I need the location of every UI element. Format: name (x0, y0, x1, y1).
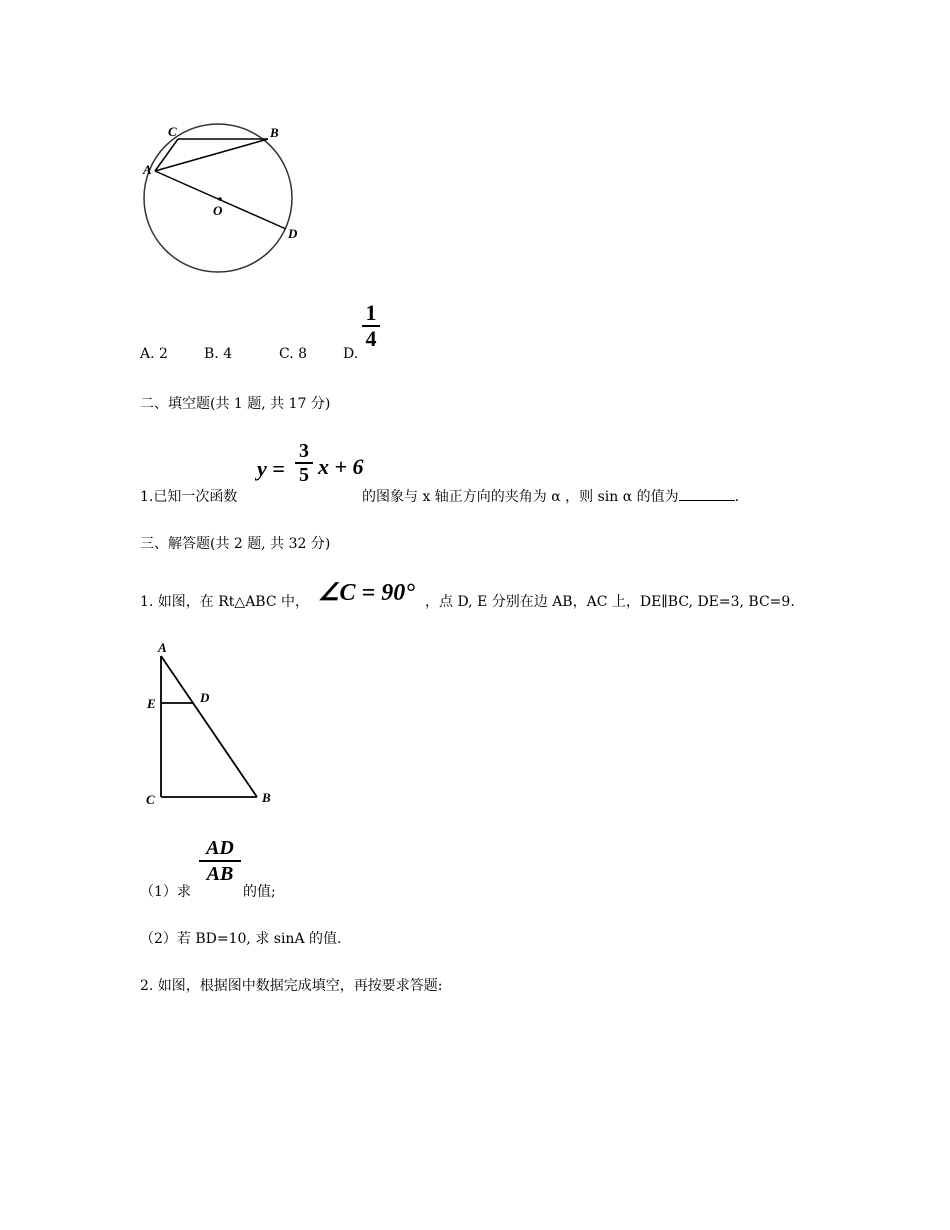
formula-numerator: 3 (299, 440, 309, 462)
q3-1-suffix: ，点 D, E 分别在边 AB，AC 上，DE∥BC, DE=3, BC=9. (425, 594, 795, 610)
q2-1-formula-lhs: y = (257, 456, 285, 481)
label-o: O (213, 203, 223, 218)
choice-b: B. 4 (204, 346, 233, 362)
label-a: A (158, 640, 167, 655)
q2-1-suffix (362, 486, 739, 506)
label-b: B (262, 790, 271, 805)
section-2-heading: 二、填空题(共 1 题, 共 17 分) (140, 396, 331, 412)
label-b: B (270, 125, 279, 140)
side-ab (161, 656, 257, 797)
circle-figure (140, 118, 310, 283)
q2-1-end: . (734, 489, 740, 505)
center-point (218, 197, 222, 201)
q2-1-prefix: 1.已知一次函数 (140, 489, 238, 505)
sub1-suffix: 的值; (243, 884, 276, 900)
label-c: C (168, 124, 177, 139)
choice-d: D. (343, 346, 359, 362)
triangle-figure (140, 636, 290, 814)
formula-denominator: 5 (299, 464, 309, 486)
q3-1-angle: ∠C = 90° (318, 580, 415, 606)
sub1-denominator: AB (206, 863, 234, 885)
circle-outline (144, 124, 292, 272)
q3-1-prefix: 1. 如图，在 Rt△ABC 中， (140, 594, 310, 610)
q2-1-suffix-text: 的图象与 x 轴正方向的夹角为 α ，则 sin α 的值为 (362, 489, 679, 505)
label-a: A (143, 162, 152, 177)
label-d: D (200, 690, 210, 705)
q2-1-formula-rhs: x + 6 (318, 454, 364, 479)
label-e: E (147, 696, 156, 711)
chord-ab (155, 139, 268, 171)
fraction-denominator: 4 (365, 326, 377, 351)
sub1-numerator: AD (206, 837, 234, 859)
sub1-fraction (199, 836, 241, 886)
label-c: C (146, 792, 155, 807)
sub1-prefix: （1）求 (140, 884, 191, 900)
answer-blank (679, 488, 735, 501)
choice-a: A. 2 (140, 346, 168, 362)
q2-1-formula-fraction (295, 440, 313, 486)
choice-c: C. 8 (279, 346, 308, 362)
choice-d-fraction (362, 301, 380, 351)
section-3-heading: 三、解答题(共 2 题, 共 32 分) (140, 536, 331, 552)
label-d: D (288, 226, 298, 241)
q3-2-text: 2. 如图，根据图中数据完成填空，再按要求答题: (140, 978, 443, 994)
fraction-numerator: 1 (365, 300, 377, 325)
sub2-text: （2）若 BD=10, 求 sinA 的值. (140, 931, 342, 947)
